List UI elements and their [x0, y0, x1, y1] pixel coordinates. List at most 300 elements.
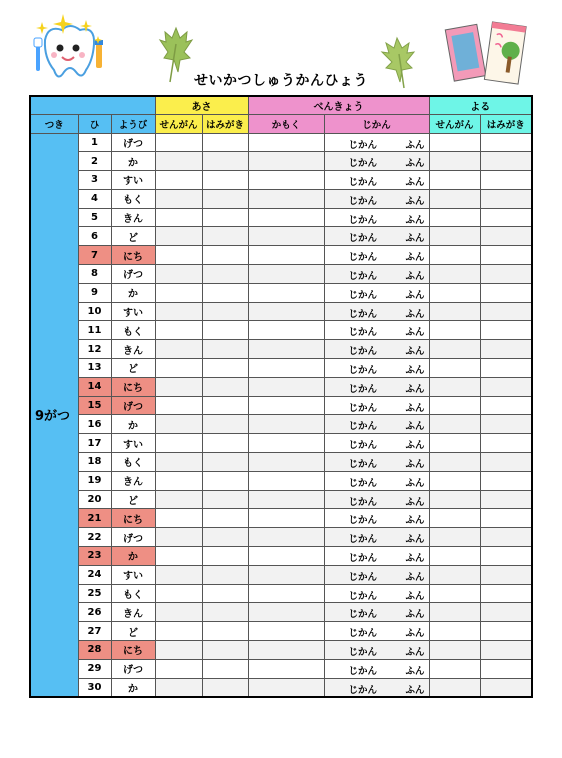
study-time-cell[interactable] — [324, 265, 429, 284]
study-time-cell[interactable] — [324, 321, 429, 340]
hours-unit-label: じかん — [348, 139, 378, 151]
morning-group-header: あさ — [155, 96, 248, 114]
night-brush-cell[interactable] — [480, 434, 532, 453]
morning-brush-cell[interactable] — [202, 302, 248, 321]
day-cell: 13 — [78, 359, 111, 378]
table-row — [30, 678, 532, 697]
table-row — [30, 584, 532, 603]
morning-wash-cell[interactable] — [155, 283, 202, 302]
subject-cell[interactable] — [248, 603, 324, 622]
morning-wash-cell[interactable] — [155, 396, 202, 415]
night-wash-cell[interactable] — [429, 340, 480, 359]
morning-brush-cell[interactable] — [202, 659, 248, 678]
night-wash-cell[interactable] — [429, 603, 480, 622]
subject-cell[interactable] — [248, 321, 324, 340]
subject-cell[interactable] — [248, 133, 324, 152]
night-wash-cell[interactable] — [429, 133, 480, 152]
morning-brush-cell[interactable] — [202, 208, 248, 227]
study-time-cell[interactable] — [324, 678, 429, 697]
weekday-cell: げつ — [111, 133, 155, 152]
night-wash-cell[interactable] — [429, 359, 480, 378]
night-brush-cell[interactable] — [480, 377, 532, 396]
morning-brush-cell[interactable] — [202, 584, 248, 603]
morning-brush-cell[interactable] — [202, 171, 248, 190]
weekday-column-header: ようび — [111, 114, 155, 133]
morning-brush-cell[interactable] — [202, 415, 248, 434]
minutes-unit-label: ふん — [405, 289, 425, 301]
night-wash-cell[interactable] — [429, 171, 480, 190]
morning-wash-cell[interactable] — [155, 471, 202, 490]
night-wash-cell[interactable] — [429, 678, 480, 697]
day-cell: 25 — [78, 584, 111, 603]
hours-unit-label: じかん — [348, 571, 378, 583]
day-cell: 4 — [78, 189, 111, 208]
morning-wash-cell[interactable] — [155, 622, 202, 641]
hours-unit-label: じかん — [348, 346, 378, 358]
morning-brush-cell[interactable] — [202, 189, 248, 208]
night-wash-cell[interactable] — [429, 208, 480, 227]
night-wash-cell[interactable] — [429, 565, 480, 584]
night-brush-cell[interactable] — [480, 340, 532, 359]
subject-cell[interactable] — [248, 189, 324, 208]
day-cell: 24 — [78, 565, 111, 584]
study-time-cell[interactable] — [324, 659, 429, 678]
night-wash-cell[interactable] — [429, 641, 480, 660]
month-column-header: つき — [30, 114, 78, 133]
hours-unit-label: じかん — [348, 477, 378, 489]
minutes-unit-label: ふん — [405, 534, 425, 546]
subject-cell[interactable] — [248, 396, 324, 415]
morning-wash-cell[interactable] — [155, 565, 202, 584]
subject-cell[interactable] — [248, 377, 324, 396]
minutes-unit-label: ふん — [405, 346, 425, 358]
weekday-cell: か — [111, 678, 155, 697]
night-brush-cell[interactable] — [480, 528, 532, 547]
morning-wash-cell[interactable] — [155, 359, 202, 378]
night-brush-cell[interactable] — [480, 152, 532, 171]
weekday-cell: か — [111, 152, 155, 171]
morning-brush-cell[interactable] — [202, 547, 248, 566]
night-brush-cell[interactable] — [480, 302, 532, 321]
morning-brush-cell[interactable] — [202, 227, 248, 246]
weekday-cell: すい — [111, 302, 155, 321]
hours-unit-label: じかん — [348, 590, 378, 602]
subject-cell[interactable] — [248, 171, 324, 190]
study-time-cell[interactable] — [324, 565, 429, 584]
weekday-cell: げつ — [111, 528, 155, 547]
month-cell: 9がつ — [30, 133, 78, 697]
study-time-cell[interactable] — [324, 490, 429, 509]
table-row — [30, 171, 532, 190]
morning-wash-cell[interactable] — [155, 246, 202, 265]
night-brush-cell[interactable] — [480, 265, 532, 284]
table-row — [30, 471, 532, 490]
morning-brush-cell[interactable] — [202, 641, 248, 660]
night-brush-cell[interactable] — [480, 509, 532, 528]
night-brush-cell[interactable] — [480, 283, 532, 302]
weekday-cell: きん — [111, 603, 155, 622]
weekday-cell: もく — [111, 189, 155, 208]
subject-cell[interactable] — [248, 547, 324, 566]
subject-cell[interactable] — [248, 246, 324, 265]
table-row — [30, 641, 532, 660]
subject-cell[interactable] — [248, 641, 324, 660]
day-cell: 7 — [78, 246, 111, 265]
night-brush-cell[interactable] — [480, 321, 532, 340]
weekday-cell: にち — [111, 641, 155, 660]
morning-wash-cell[interactable] — [155, 434, 202, 453]
morning-brush-cell[interactable] — [202, 528, 248, 547]
hours-unit-label: じかん — [348, 289, 378, 301]
weekday-cell: か — [111, 547, 155, 566]
minutes-unit-label: ふん — [405, 308, 425, 320]
morning-wash-cell[interactable] — [155, 528, 202, 547]
night-brush-cell[interactable] — [480, 227, 532, 246]
morning-wash-header: せんがん — [155, 114, 202, 133]
night-brush-cell[interactable] — [480, 189, 532, 208]
morning-brush-cell[interactable] — [202, 359, 248, 378]
morning-wash-cell[interactable] — [155, 641, 202, 660]
morning-wash-cell[interactable] — [155, 509, 202, 528]
morning-wash-cell[interactable] — [155, 302, 202, 321]
weekday-cell: か — [111, 283, 155, 302]
night-wash-cell[interactable] — [429, 584, 480, 603]
study-time-cell[interactable] — [324, 133, 429, 152]
day-cell: 23 — [78, 547, 111, 566]
tooth-mascot-icon — [34, 26, 103, 77]
study-time-cell[interactable] — [324, 377, 429, 396]
night-wash-cell[interactable] — [429, 265, 480, 284]
study-time-cell[interactable] — [324, 283, 429, 302]
subject-cell[interactable] — [248, 152, 324, 171]
hours-unit-label: じかん — [348, 195, 378, 207]
study-time-cell[interactable] — [324, 641, 429, 660]
night-brush-cell[interactable] — [480, 453, 532, 472]
hours-unit-label: じかん — [348, 252, 378, 264]
night-brush-cell[interactable] — [480, 603, 532, 622]
night-brush-cell[interactable] — [480, 565, 532, 584]
morning-brush-cell[interactable] — [202, 453, 248, 472]
hours-unit-label: じかん — [348, 684, 378, 696]
weekday-cell: ど — [111, 490, 155, 509]
minutes-unit-label: ふん — [405, 571, 425, 583]
weekday-cell: ど — [111, 227, 155, 246]
morning-brush-cell[interactable] — [202, 246, 248, 265]
hours-unit-label: じかん — [348, 647, 378, 659]
day-cell: 15 — [78, 396, 111, 415]
subject-cell[interactable] — [248, 622, 324, 641]
study-time-cell[interactable] — [324, 246, 429, 265]
morning-brush-cell[interactable] — [202, 471, 248, 490]
night-brush-cell[interactable] — [480, 622, 532, 641]
study-time-cell[interactable] — [324, 227, 429, 246]
study-group-header: べんきょう — [248, 96, 429, 114]
day-cell: 26 — [78, 603, 111, 622]
table-row — [30, 208, 532, 227]
hours-unit-label: じかん — [348, 459, 378, 471]
minutes-unit-label: ふん — [405, 177, 425, 189]
night-brush-cell[interactable] — [480, 471, 532, 490]
night-wash-cell[interactable] — [429, 471, 480, 490]
weekday-cell: にち — [111, 509, 155, 528]
night-wash-cell[interactable] — [429, 528, 480, 547]
minutes-unit-label: ふん — [405, 515, 425, 527]
morning-wash-cell[interactable] — [155, 208, 202, 227]
subject-cell[interactable] — [248, 340, 324, 359]
night-brush-cell[interactable] — [480, 171, 532, 190]
morning-wash-cell[interactable] — [155, 340, 202, 359]
subject-cell[interactable] — [248, 565, 324, 584]
night-wash-cell[interactable] — [429, 547, 480, 566]
study-time-cell[interactable] — [324, 171, 429, 190]
morning-wash-cell[interactable] — [155, 659, 202, 678]
subject-cell[interactable] — [248, 434, 324, 453]
weekday-cell: きん — [111, 340, 155, 359]
study-time-cell[interactable] — [324, 603, 429, 622]
minutes-unit-label: ふん — [405, 477, 425, 489]
morning-brush-cell[interactable] — [202, 509, 248, 528]
study-time-cell[interactable] — [324, 622, 429, 641]
books-icon — [445, 22, 526, 84]
minutes-unit-label: ふん — [405, 590, 425, 602]
morning-wash-cell[interactable] — [155, 603, 202, 622]
morning-wash-cell[interactable] — [155, 133, 202, 152]
study-time-cell[interactable] — [324, 359, 429, 378]
subject-cell[interactable] — [248, 678, 324, 697]
night-wash-cell[interactable] — [429, 415, 480, 434]
table-row — [30, 659, 532, 678]
morning-brush-cell[interactable] — [202, 265, 248, 284]
subject-cell[interactable] — [248, 453, 324, 472]
study-time-cell[interactable] — [324, 434, 429, 453]
subject-cell[interactable] — [248, 227, 324, 246]
table-row — [30, 189, 532, 208]
night-wash-cell[interactable] — [429, 302, 480, 321]
hours-unit-label: じかん — [348, 271, 378, 283]
table-row — [30, 246, 532, 265]
minutes-unit-label: ふん — [405, 252, 425, 264]
minutes-unit-label: ふん — [405, 233, 425, 245]
morning-wash-cell[interactable] — [155, 377, 202, 396]
night-brush-cell[interactable] — [480, 415, 532, 434]
night-brush-cell[interactable] — [480, 659, 532, 678]
weekday-cell: ど — [111, 622, 155, 641]
weekday-cell: きん — [111, 208, 155, 227]
table-row — [30, 509, 532, 528]
morning-wash-cell[interactable] — [155, 415, 202, 434]
night-wash-cell[interactable] — [429, 189, 480, 208]
study-time-cell[interactable] — [324, 453, 429, 472]
night-brush-cell[interactable] — [480, 396, 532, 415]
night-wash-cell[interactable] — [429, 490, 480, 509]
day-cell: 14 — [78, 377, 111, 396]
morning-wash-cell[interactable] — [155, 152, 202, 171]
table-row — [30, 152, 532, 171]
subject-cell[interactable] — [248, 208, 324, 227]
weekday-cell: もく — [111, 584, 155, 603]
morning-wash-cell[interactable] — [155, 265, 202, 284]
morning-brush-cell[interactable] — [202, 377, 248, 396]
weekday-cell: にち — [111, 377, 155, 396]
night-brush-cell[interactable] — [480, 547, 532, 566]
table-row — [30, 490, 532, 509]
morning-wash-cell[interactable] — [155, 678, 202, 697]
night-brush-cell[interactable] — [480, 246, 532, 265]
night-brush-cell[interactable] — [480, 208, 532, 227]
weekday-cell: げつ — [111, 265, 155, 284]
table-row — [30, 302, 532, 321]
table-row — [30, 528, 532, 547]
hours-unit-label: じかん — [348, 308, 378, 320]
day-cell: 3 — [78, 171, 111, 190]
hours-unit-label: じかん — [348, 496, 378, 508]
night-wash-cell[interactable] — [429, 622, 480, 641]
minutes-unit-label: ふん — [405, 214, 425, 226]
night-wash-cell[interactable] — [429, 509, 480, 528]
morning-brush-cell[interactable] — [202, 152, 248, 171]
minutes-unit-label: ふん — [405, 496, 425, 508]
day-cell: 18 — [78, 453, 111, 472]
night-wash-header: せんがん — [429, 114, 480, 133]
night-wash-cell[interactable] — [429, 321, 480, 340]
night-brush-cell[interactable] — [480, 133, 532, 152]
maple-leaf-icon — [382, 38, 414, 88]
day-cell: 20 — [78, 490, 111, 509]
minutes-unit-label: ふん — [405, 459, 425, 471]
study-time-cell[interactable] — [324, 547, 429, 566]
weekday-cell: げつ — [111, 396, 155, 415]
morning-wash-cell[interactable] — [155, 584, 202, 603]
morning-wash-cell[interactable] — [155, 189, 202, 208]
night-wash-cell[interactable] — [429, 152, 480, 171]
night-wash-cell[interactable] — [429, 246, 480, 265]
study-time-cell[interactable] — [324, 152, 429, 171]
morning-wash-cell[interactable] — [155, 227, 202, 246]
weekday-cell: すい — [111, 434, 155, 453]
night-brush-cell[interactable] — [480, 678, 532, 697]
subject-cell[interactable] — [248, 283, 324, 302]
study-time-cell[interactable] — [324, 471, 429, 490]
morning-brush-cell[interactable] — [202, 565, 248, 584]
minutes-unit-label: ふん — [405, 158, 425, 170]
day-cell: 10 — [78, 302, 111, 321]
weekday-cell: か — [111, 415, 155, 434]
minutes-unit-label: ふん — [405, 421, 425, 433]
subject-cell[interactable] — [248, 509, 324, 528]
day-cell: 9 — [78, 283, 111, 302]
morning-wash-cell[interactable] — [155, 490, 202, 509]
hours-unit-label: じかん — [348, 553, 378, 565]
table-row — [30, 434, 532, 453]
day-cell: 21 — [78, 509, 111, 528]
minutes-unit-label: ふん — [405, 195, 425, 207]
morning-brush-cell[interactable] — [202, 622, 248, 641]
hours-unit-label: じかん — [348, 158, 378, 170]
study-time-cell[interactable] — [324, 528, 429, 547]
study-time-cell[interactable] — [324, 340, 429, 359]
table-row — [30, 321, 532, 340]
night-wash-cell[interactable] — [429, 434, 480, 453]
night-wash-cell[interactable] — [429, 659, 480, 678]
morning-brush-cell[interactable] — [202, 321, 248, 340]
night-wash-cell[interactable] — [429, 453, 480, 472]
night-wash-cell[interactable] — [429, 283, 480, 302]
subject-cell[interactable] — [248, 659, 324, 678]
study-time-cell[interactable] — [324, 509, 429, 528]
subject-cell[interactable] — [248, 584, 324, 603]
weekday-cell: もく — [111, 453, 155, 472]
morning-brush-cell[interactable] — [202, 603, 248, 622]
morning-wash-cell[interactable] — [155, 171, 202, 190]
minutes-unit-label: ふん — [405, 365, 425, 377]
study-time-cell[interactable] — [324, 584, 429, 603]
minutes-unit-label: ふん — [405, 271, 425, 283]
day-cell: 30 — [78, 678, 111, 697]
blank-header-cell — [30, 96, 155, 114]
study-time-cell[interactable] — [324, 302, 429, 321]
weekday-cell: にち — [111, 246, 155, 265]
morning-brush-cell[interactable] — [202, 434, 248, 453]
morning-brush-cell[interactable] — [202, 133, 248, 152]
table-row — [30, 603, 532, 622]
morning-brush-cell[interactable] — [202, 340, 248, 359]
morning-wash-cell[interactable] — [155, 547, 202, 566]
morning-brush-header: はみがき — [202, 114, 248, 133]
morning-brush-cell[interactable] — [202, 396, 248, 415]
table-row — [30, 565, 532, 584]
table-row — [30, 227, 532, 246]
weekday-cell: ど — [111, 359, 155, 378]
subject-cell[interactable] — [248, 490, 324, 509]
hours-unit-label: じかん — [348, 609, 378, 621]
night-brush-cell[interactable] — [480, 490, 532, 509]
hours-unit-label: じかん — [348, 421, 378, 433]
hours-unit-label: じかん — [348, 383, 378, 395]
study-time-cell[interactable] — [324, 208, 429, 227]
morning-brush-cell[interactable] — [202, 283, 248, 302]
subject-cell[interactable] — [248, 265, 324, 284]
weekday-cell: もく — [111, 321, 155, 340]
weekday-cell: すい — [111, 565, 155, 584]
night-brush-cell[interactable] — [480, 584, 532, 603]
subject-cell[interactable] — [248, 528, 324, 547]
subject-cell[interactable] — [248, 302, 324, 321]
hours-unit-label: じかん — [348, 440, 378, 452]
study-time-cell[interactable] — [324, 415, 429, 434]
morning-wash-cell[interactable] — [155, 453, 202, 472]
night-wash-cell[interactable] — [429, 227, 480, 246]
day-cell: 16 — [78, 415, 111, 434]
minutes-unit-label: ふん — [405, 609, 425, 621]
morning-brush-cell[interactable] — [202, 678, 248, 697]
night-wash-cell[interactable] — [429, 396, 480, 415]
morning-brush-cell[interactable] — [202, 490, 248, 509]
minutes-unit-label: ふん — [405, 665, 425, 677]
study-time-cell[interactable] — [324, 189, 429, 208]
table-row — [30, 340, 532, 359]
night-wash-cell[interactable] — [429, 377, 480, 396]
subject-cell[interactable] — [248, 415, 324, 434]
subject-cell[interactable] — [248, 359, 324, 378]
hours-unit-label: じかん — [348, 214, 378, 226]
night-brush-cell[interactable] — [480, 641, 532, 660]
subject-cell[interactable] — [248, 471, 324, 490]
morning-wash-cell[interactable] — [155, 321, 202, 340]
day-cell: 2 — [78, 152, 111, 171]
study-time-cell[interactable] — [324, 396, 429, 415]
table-row — [30, 377, 532, 396]
night-brush-cell[interactable] — [480, 359, 532, 378]
